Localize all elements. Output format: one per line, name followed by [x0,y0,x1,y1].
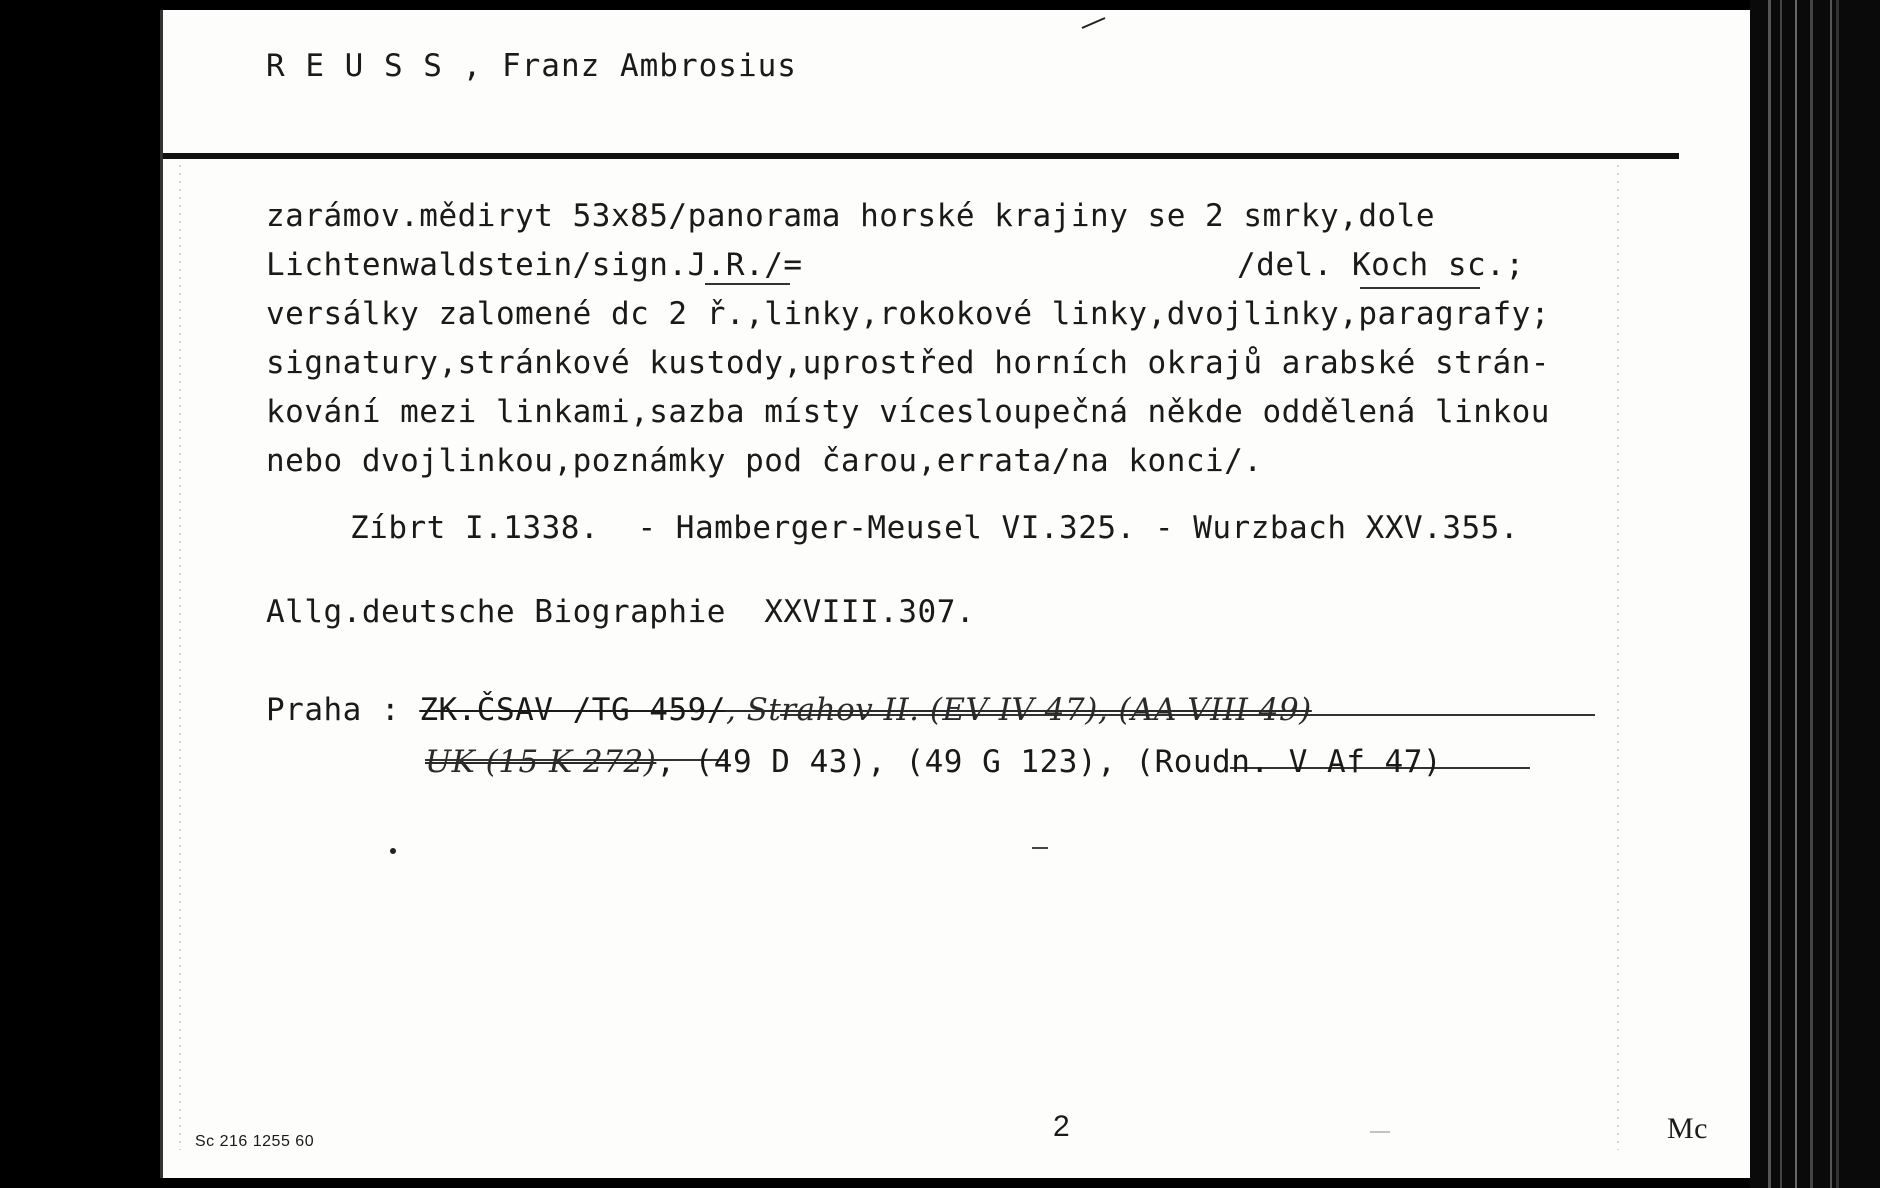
description-line-2-a: Lichtenwaldstein/sign. [266,247,688,283]
description-line-2-c: /= [764,247,803,283]
description-line-5: kování mezi linkami,sazba místy vícesloupečná někde oddělená linkou [266,394,1550,430]
heading-separator: , [442,48,502,84]
heading-surname: R E U S S [266,48,443,84]
description-line-2-right [1237,247,1524,283]
description-line-2-e: Koch sc. [1352,247,1506,283]
description-line-1: zarámov.mědiryt 53x85/panorama horské krajiny se 2 smrky,dole [266,198,1435,234]
page-number: 2 [1053,1110,1071,1143]
holdings-handwritten-3: UK (15 K 272) [425,744,657,780]
description-line-2-f: ; [1505,247,1525,283]
reference-line-1: Zíbrt I.1338. - Hamberger-Meusel VI.325. - Wurzbach XXV.355. [350,510,1519,546]
holdings-line-1 [266,692,1312,728]
cataloger-initials: Mc [1667,1112,1708,1145]
reference-line-2: Allg.deutsche Biographie XXVIII.307. [266,594,976,630]
holdings-line-2-rest: , (49 D 43), (49 G 123), (Roudn. V Af 47) [656,744,1443,780]
holdings-label: Praha : [266,692,420,728]
description-line-2 [266,247,803,283]
holdings-handwritten-2: , (AA VIII 49) [1097,692,1312,728]
heading-given-names: Franz Ambrosius [501,48,797,84]
description-line-2-d: /del. [1237,247,1333,283]
header-rule [163,153,1679,159]
description-line-2-b: J.R. [687,247,765,283]
description-line-3: versálky zalomené dc 2 ř.,linky,rokokové linky,dvojlinky,paragrafy; [266,296,1550,332]
holdings-handwritten-1: , Strahov II. (EV IV 47) [725,692,1098,728]
card-heading [266,48,797,84]
description-line-4: signatury,stránkové kustody,uprostřed horních okrajů arabské strán- [266,345,1550,381]
printer-code: Sc 216 1255 60 [195,1133,315,1150]
holdings-struck-typed: ZK.ČSAV /TG 459/ [419,692,726,728]
description-line-6: nebo dvojlinkou,poznámky pod čarou,errata/na konci/. [266,443,1263,479]
holdings-line-2 [425,744,1442,780]
